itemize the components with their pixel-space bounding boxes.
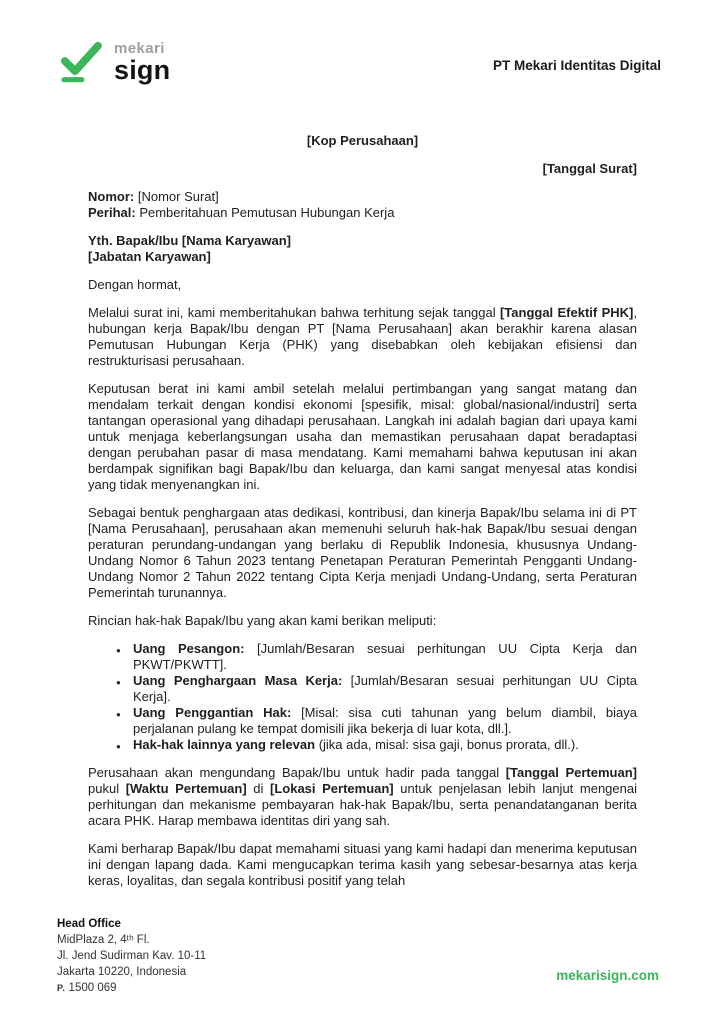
right-detail: [Jumlah/Besaran sesuai perhitungan UU Cipta Kerja].	[133, 673, 637, 704]
brand-wordmark	[114, 41, 170, 86]
mekari-sign-logo	[58, 36, 170, 86]
salutation: Dengan hormat,	[88, 277, 182, 292]
letter-body	[88, 133, 637, 915]
right-detail: [Misal: sisa cuti tahunan yang belum diambil, biaya perjalanan pulang ke tempat domisili jika bekerja di luar kota, dll.].	[133, 705, 637, 736]
waktu-pertemuan-placeholder: [Waktu Pertemuan]	[125, 781, 247, 796]
head-office-label: Head Office	[57, 918, 121, 930]
phone-number: 1500 069	[68, 982, 117, 994]
right-title: Hak-hak lainnya yang relevan	[133, 737, 316, 752]
brand-mekari-label: mekari	[114, 40, 165, 57]
nomor-value: [Nomor Surat]	[137, 189, 219, 204]
checkmark-icon	[58, 36, 104, 86]
paragraph-opening-text: Melalui surat ini, kami memberitahukan bahwa terhitung sejak tanggal	[88, 305, 500, 320]
recipient-block	[88, 233, 637, 265]
perihal-label: Perihal:	[88, 205, 136, 220]
meeting-text-1: Perusahaan akan mengundang Bapak/Ibu untuk hadir pada tanggal	[88, 765, 506, 780]
tanggal-pertemuan-placeholder: [Tanggal Pertemuan]	[505, 765, 637, 780]
right-detail: (jika ada, misal: sisa gaji, bonus prorata, dll.).	[315, 737, 579, 752]
list-item-uang-pesangon	[116, 641, 637, 673]
office-address-block	[57, 916, 206, 996]
right-title: Uang Pesangon:	[133, 641, 245, 656]
company-name: PT Mekari Identitas Digital	[492, 58, 661, 73]
recipient-title: [Jabatan Karyawan]	[88, 249, 211, 264]
meeting-text-4: untuk penjelasan lebih lanjut mengenai perhitungan dan mekanisme pembayaran hak-hak Bapak/Ibu, serta penandatanganan berita acara PHK. Harap membawa identitas diri yang sah.	[88, 781, 637, 828]
perihal-line	[88, 205, 637, 221]
paragraph-closing: Kami berharap Bapak/Ibu dapat memahami situasi yang kami hadapi dan menerima keputusan ini dengan lapang dada. Kami mengucapkan terima kasih yang sebesar-besarnya atas kerja keras, loyalitas, dan segala kontribusi positif yang telah	[88, 841, 637, 888]
phone-line	[57, 980, 206, 996]
letterhead-placeholder: [Kop Perusahaan]	[306, 133, 419, 148]
page-header	[58, 36, 661, 86]
rights-list-intro: Rincian hak-hak Bapak/Ibu yang akan kami berikan meliputi:	[88, 613, 437, 628]
website-link[interactable]: mekarisign.com	[556, 968, 659, 983]
lokasi-pertemuan-placeholder: [Lokasi Pertemuan]	[270, 781, 394, 796]
letter-date-placeholder: [Tanggal Surat]	[542, 161, 637, 176]
paragraph-legal-basis: Sebagai bentuk penghargaan atas dedikasi, kontribusi, dan kinerja Bapak/Ibu selama ini di PT [Nama Perusahaan], perusahaan akan memenuhi seluruh hak-hak Bapak/Ibu sesuai dengan peraturan perundang-undangan yang berlaku di Republik Indonesia, khususnya Undang-Undang Nomor 6 Tahun 2023 tentang Penetapan Peraturan Pemerintah Pengganti Undang-Undang Nomor 2 Tahun 2022 tentang Cipta Kerja menjadi Undang-Undang, serta Peraturan Pemerintah turunannya.	[88, 505, 637, 600]
right-title: Uang Penggantian Hak:	[133, 705, 292, 720]
recipient-name: Yth. Bapak/Ibu [Nama Karyawan]	[88, 233, 291, 248]
nomor-line	[88, 189, 637, 205]
paragraph-consideration: Keputusan berat ini kami ambil setelah melalui pertimbangan yang sangat matang dan mendalam terkait dengan kondisi ekonomi [spesifik, misal: global/nasional/industri] serta tantangan operasional yang dihadapi perusahaan. Langkah ini adalah bagian dari upaya kami untuk menjaga keberlangsungan usaha dan memastikan perusahaan dapat beradaptasi dengan perubahan pasar di masa mendatang. Kami memahami bahwa keputusan ini akan berdampak signifikan bagi Bapak/Ibu dan keluarga, dan kami sangat menyesal atas kondisi yang tidak menyenangkan ini.	[88, 381, 637, 492]
perihal-value: Pemberitahuan Pemutusan Hubungan Kerja	[139, 205, 395, 220]
right-detail: [Jumlah/Besaran sesuai perhitungan UU Cipta Kerja dan PKWT/PKWTT].	[133, 641, 637, 672]
paragraph-meeting	[88, 765, 637, 829]
list-item-hak-lainnya	[116, 737, 637, 753]
brand-sign-label: sign	[114, 55, 171, 85]
letter-meta	[88, 189, 637, 221]
meeting-text-3: di	[246, 781, 270, 796]
list-item-uang-penggantian	[116, 705, 637, 737]
rights-list	[88, 641, 637, 753]
address-line-1: MidPlaza 2, 4ᵗʰ Fl.	[57, 934, 150, 946]
meeting-text-2: pukul	[88, 781, 126, 796]
address-line-2: Jl. Jend Sudirman Kav. 10-11	[57, 950, 207, 962]
right-title: Uang Penghargaan Masa Kerja:	[133, 673, 343, 688]
paragraph-opening-rest: , hubungan kerja Bapak/Ibu dengan PT [Nama Perusahaan] akan berakhir karena alasan Pemutusan Hubungan Kerja (PHK) yang disebabkan oleh kebijakan efisiensi dan restrukturisasi perusahaan.	[88, 305, 637, 368]
address-line-3: Jakarta 10220, Indonesia	[57, 966, 187, 978]
list-item-uang-penghargaan	[116, 673, 637, 705]
nomor-label: Nomor:	[88, 189, 135, 204]
phone-label: P.	[57, 983, 66, 993]
tanggal-efektif-placeholder: [Tanggal Efektif PHK]	[499, 305, 634, 320]
paragraph-opening	[88, 305, 637, 369]
